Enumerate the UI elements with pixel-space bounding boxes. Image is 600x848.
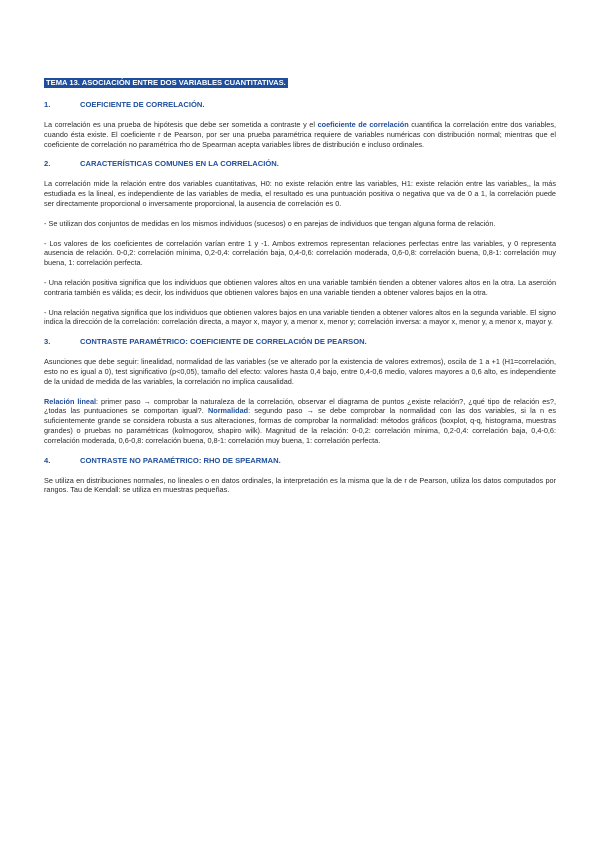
- document-title: TEMA 13. ASOCIACIÓN ENTRE DOS VARIABLES CUANTITATIVAS.: [46, 78, 286, 87]
- section-1-title: COEFICIENTE DE CORRELACIÓN.: [80, 100, 205, 109]
- section-4-heading: [44, 456, 556, 466]
- section-2-heading: [44, 159, 556, 169]
- section-1-heading: [44, 100, 556, 110]
- section-1-paragraph: [44, 120, 556, 149]
- section-3-heading: [44, 337, 556, 347]
- section-2-paragraph-4: - Una relación positiva significa que los individuos que obtienen valores altos en una variable también tienden a obtener valores altos en la otra. La aserción contraria también es válida; es decir, los individuos que obtienen valores bajos en una variable tienden a obtener valores bajos en la otra.: [44, 277, 556, 297]
- section-2-title: CARACTERÍSTICAS COMUNES EN LA CORRELACIÓN.: [80, 159, 279, 169]
- section-1-text-before: La correlación es una prueba de hipótesis que debe ser sometida a contraste y el: [44, 120, 318, 129]
- highlight-coeficiente: coeficiente de correlación: [317, 120, 409, 129]
- section-2-paragraph-5: - Una relación negativa significa que los individuos que obtienen valores bajos en una variable tienden a obtener valores altos en la segunda variable. El signo indica la dirección de la correlación: correlación directa, a mayor x, mayor y, a menor x, menor y; correlación inversa: a mayor x, menor y, a menor x, mayor y.: [44, 307, 556, 327]
- section-3-title: CONTRASTE PARAMÉTRICO: COEFICIENTE DE CORRELACIÓN DE PEARSON.: [80, 337, 367, 347]
- section-4-paragraph: Se utiliza en distribuciones normales, no lineales o en datos ordinales, la interpretación es la misma que la de r de Pearson, utiliza los datos computados por rangos. Tau de Kendall: se utiliza en muestras pequeñas.: [44, 475, 556, 495]
- section-3-paragraph-1: Asunciones que debe seguir: linealidad, normalidad de las variables (se ve alterado por la existencia de valores extremos), oscila de 1 a +1 (H1=correlación, esto no es igual a 0), test significativo (p<0,05), tamaño del efecto: valores hasta 0,4 bajo, entre 0,4-0,6 medio, valores mayores a 0,6 alto, es independiente de la unidad de medida de las variables, la correlación no implica causalidad.: [44, 357, 556, 386]
- section-3-number: 3.: [44, 337, 51, 347]
- section-3-text-2: : segundo paso → se debe comprobar la normalidad con las dos variables, si la n es suficientemente grande se considera robusta a sus alteraciones, formas de comprobar la normalidad: métodos gráficos (boxplot, q-q, histograma, muestras grandes) o pruebas no paramétricas (kolmogorov, shapiro wilk). Magnitud de la relación: 0-0,2: correlación mínima, 0,2-0,4: correlación baja, 0,4-0,6: correlación moderada, 0,6-0,8: correlación buena, 0,8-1: correlación muy buena, 1: correlación perfecta.: [44, 406, 556, 445]
- label-relacion-lineal: Relación lineal: [44, 396, 97, 406]
- section-4-title: CONTRASTE NO PARAMÉTRICO: RHO DE SPEARMAN.: [80, 455, 281, 465]
- section-4-number: 4.: [44, 455, 51, 465]
- section-2-paragraph-2: - Se utilizan dos conjuntos de medidas en los mismos individuos (sucesos) o en parejas de individuos que tengan alguna forma de relación.: [44, 218, 496, 228]
- section-3-paragraph-2: [44, 397, 556, 446]
- section-2-paragraph-1: La correlación mide la relación entre dos variables cuantitativas, H0: no existe relación entre las variables, H1: existe relación entre las variables,, la más estudiada es la lineal, es independiente de las variables de media, el resultado es una puntuación positiva o negativa que va de 0 a 1, la correlación puede ser directamente proporcional o inversamente proporcional, la ausencia de correlación es 0.: [44, 179, 556, 208]
- section-1-number: 1.: [44, 100, 51, 109]
- section-2-paragraph-3: - Los valores de los coeficientes de correlación varían entre 1 y -1. Ambos extremos representan relaciones perfectas entre las variables, y 0 representa ausencia de relación. 0-0,2: correlación mínima, 0,2-0,4: correlación baja, 0,4-0,6: correlación moderada, 0,6-0,8: correlación buena, 0,8-1: correlación muy buena, 1: correlación perfecta.: [44, 238, 556, 268]
- label-normalidad: Normalidad: [207, 406, 249, 416]
- section-2-number: 2.: [44, 159, 51, 169]
- section-1-text-after: cuantifica la correlación entre dos variables, cuando ésta existe. El coeficiente r de Pearson, por ser una prueba paramétrica requiere de variables numéricas con distribución normal; mientras que el coeficiente de correlación no paramétrica rho de Spearman acepta variables libres de distribución e incluso ordinales.: [44, 120, 556, 149]
- section-3-text-1: : primer paso → comprobar la naturaleza de la correlación, observar el diagrama de puntos ¿existe relación?, ¿qué tipo de relación es?, ¿todas las puntuaciones se comportan igual?.: [44, 396, 556, 416]
